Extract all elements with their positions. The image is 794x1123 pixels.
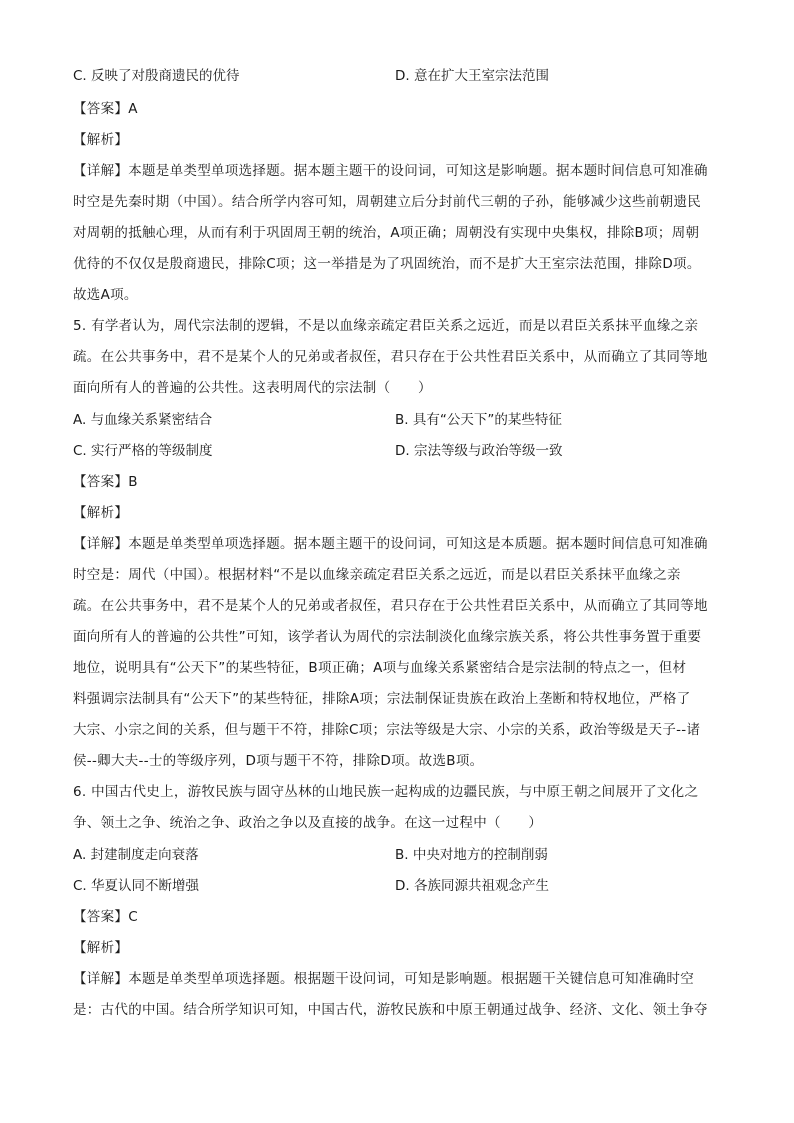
q4-detail-line: 优待的不仅仅是殷商遗民，排除C项；这一举措是为了巩固统治，而不是扩大王室宗法范围，排除D项。	[73, 256, 701, 272]
q6-option-c: C. 华夏认同不断增强	[73, 878, 200, 894]
q6-stem-line: 争、领土之争、统治之争、政治之争以及直接的战争。在这一过程中（ ）	[73, 815, 543, 831]
q4-option-c: C. 反映了对殷商遗民的优待	[73, 68, 240, 84]
q6-answer: 【答案】C	[73, 909, 138, 925]
q6-detail-line: 是：古代的中国。结合所学知识可知，中国古代，游牧民族和中原王朝通过战争、经济、文化、领土争夺	[73, 1002, 708, 1018]
q5-options-ab	[73, 411, 723, 429]
q5-detail-line: 疏。在公共事务中，君不是某个人的兄弟或者叔侄，君只存在于公共性君臣关系中，从而确立了其同等地	[73, 598, 708, 614]
q5-options-cd	[73, 442, 723, 460]
q5-option-a: A. 与血缘关系紧密结合	[73, 412, 213, 428]
q5-detail-line: 【详解】本题是单类型单项选择题。据本题主题干的设问词，可知这是本质题。据本题时间信息可知准确	[73, 536, 708, 552]
q4-options-cd	[73, 67, 723, 85]
q5-option-c: C. 实行严格的等级制度	[73, 443, 213, 459]
q5-stem-line: 疏。在公共事务中，君不是某个人的兄弟或者叔侄，君只存在于公共性君臣关系中，从而确立了其同等地	[73, 349, 708, 365]
q4-answer: 【答案】A	[73, 101, 138, 117]
q4-detail-line: 故选A项。	[73, 287, 138, 303]
q5-detail-line: 时空是：周代（中国）。根据材料“不是以血缘亲疏定君臣关系之远近，而是以君臣关系抹平血缘之亲	[73, 567, 681, 583]
q6-options-cd	[73, 877, 723, 895]
q6-option-a: A. 封建制度走向衰落	[73, 847, 199, 863]
q6-analysis-label: 【解析】	[73, 940, 129, 956]
q6-detail-line: 【详解】本题是单类型单项选择题。根据题干设问词，可知是影响题。根据题干关键信息可知准确时空	[73, 971, 694, 987]
q4-option-d: D. 意在扩大王室宗法范围	[395, 68, 549, 84]
q5-detail-line: 大宗、小宗之间的关系，但与题干不符，排除C项；宗法等级是大宗、小宗的关系，政治等级是天子--诸	[73, 722, 701, 738]
q5-detail-line: 地位，说明具有“公天下”的某些特征，B项正确；A项与血缘关系紧密结合是宗法制的特点之一，但材	[73, 660, 687, 676]
q5-stem-line: 面向所有人的普遍的公共性。这表明周代的宗法制（ ）	[73, 380, 432, 396]
q5-option-d: D. 宗法等级与政治等级一致	[395, 443, 563, 459]
q5-stem-line: 5. 有学者认为，周代宗法制的逻辑，不是以血缘亲疏定君臣关系之远近，而是以君臣关系抹平血缘之亲	[73, 318, 699, 334]
q5-detail-line: 侯--卿大夫--士的等级序列，D项与题干不符，排除D项。故选B项。	[73, 753, 484, 769]
q6-option-d: D. 各族同源共祖观念产生	[395, 878, 549, 894]
q5-analysis-label: 【解析】	[73, 505, 129, 521]
q6-option-b: B. 中央对地方的控制削弱	[395, 847, 548, 863]
q5-option-b: B. 具有“公天下”的某些特征	[395, 412, 562, 428]
q4-detail-line: 时空是先秦时期（中国）。结合所学内容可知，周朝建立后分封前代三朝的子孙，能够减少这些前朝遗民	[73, 194, 702, 210]
q4-analysis-label: 【解析】	[73, 132, 129, 148]
q4-detail-line: 【详解】本题是单类型单项选择题。据本题主题干的设问词，可知这是影响题。据本题时间信息可知准确	[73, 163, 708, 179]
q6-options-ab	[73, 846, 723, 864]
q6-stem-line: 6. 中国古代史上，游牧民族与固守丛林的山地民族一起构成的边疆民族，与中原王朝之间展开了文化之	[73, 784, 699, 800]
q5-detail-line: 料强调宗法制具有“公天下”的某些特征，排除A项；宗法制保证贵族在政治上垄断和特权地位，严格了	[73, 691, 691, 707]
q4-detail-line: 对周朝的抵触心理，从而有利于巩固周王朝的统治，A项正确；周朝没有实现中央集权，排除B项；周朝	[73, 225, 700, 241]
q5-answer: 【答案】B	[73, 474, 138, 490]
q5-detail-line: 面向所有人的普遍的公共性”可知，该学者认为周代的宗法制淡化血缘宗族关系，将公共性事务置于重要	[73, 629, 702, 645]
